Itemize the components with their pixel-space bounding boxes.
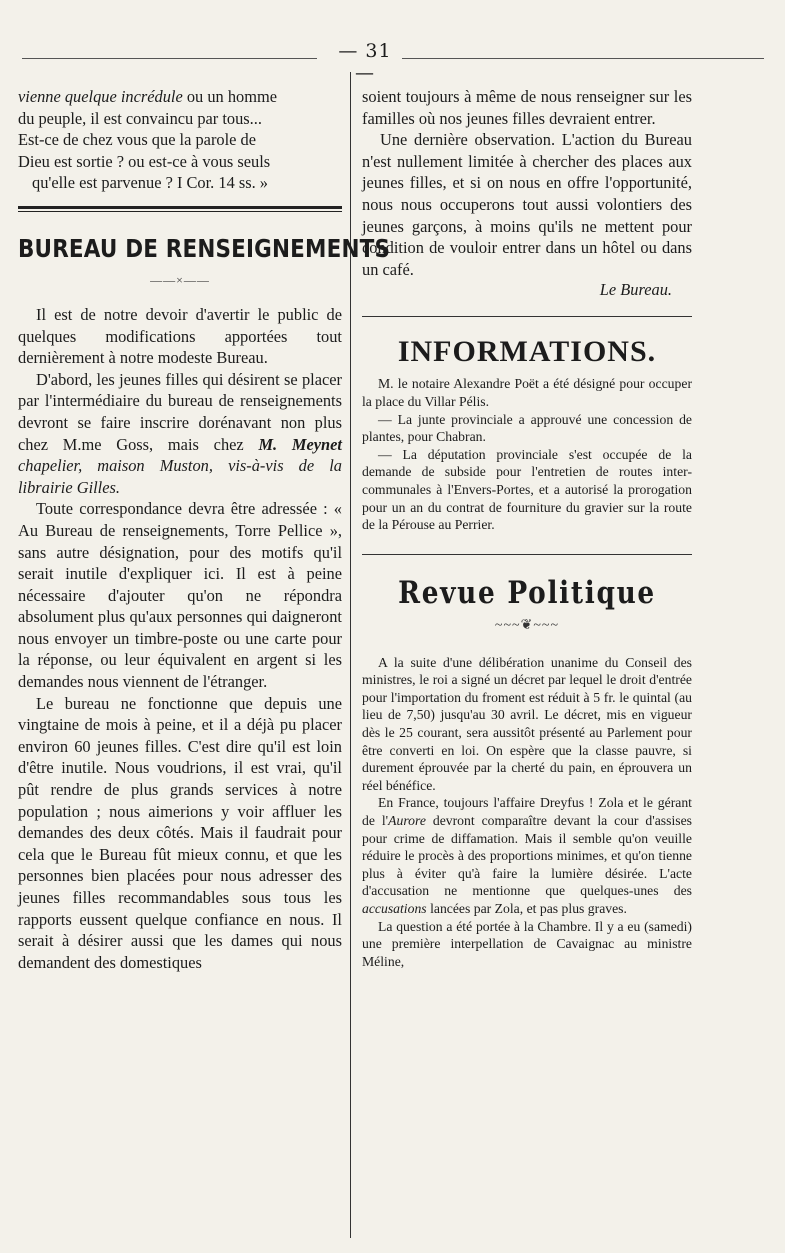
right-column [362, 86, 692, 970]
bureau-title: BUREAU DE RENSEIGNEMENTS [18, 233, 391, 263]
informations-title: INFORMATIONS. [397, 335, 657, 369]
revue-paragraph-2: En France, toujours l'affaire Dreyfus ! Zola et le gérant de l'Aurore devront comparaître devant la cour d'assises pour crime de diffamation. Mais il semble qu'on veuille réduire le procès à des proportions minimes, et qu'on tienne plus à éviter qu'à faire la lumière désirée. L'acte d'accusation ne mentionne que quelques-unes des accusations lancées par Zola, et pas plus graves. [362, 795, 692, 916]
section-rule [362, 316, 692, 317]
header-rule-left [22, 58, 317, 59]
bureau-paragraph-3: Toute correspondance devra être adressée : « Au Bureau de renseignements, Torre Pellice », sans autre désignation, pour des motifs qu'il serait inutile d'expliquer ici. Il est à peine nécessaire d'ajouter qu'on ne répondra absolument plus qu'aux personnes qui daigneront nous envoyer un timbre-poste ou une carte pour la réponse, ou leur équivalent en argent si les demandes nous viennent de l'étranger. [18, 499, 342, 692]
quote-continuation [18, 86, 342, 194]
header-rule-right [402, 58, 764, 59]
left-column [18, 86, 391, 973]
quote-line: du peuple, il est convaincu par tous... [18, 108, 262, 128]
bureau-paragraph-1: Il est de notre devoir d'avertir le public de quelques modifications apportées tout dernièrement à notre modeste Bureau. [18, 304, 342, 368]
section-rule [362, 554, 692, 555]
revue-politique-title: Revue Politique [398, 574, 656, 611]
quote-line: Dieu est sortie ? ou est-ce à vous seuls [18, 151, 271, 171]
revue-paragraph-1: A la suite d'une délibération unanime du Conseil des ministres, le roi a signé un décret par lequel le droit d'entrée pour l'importation du froment est réduit à 5 fr. le quintal (au lieu de 7,50) jusqu'au 30 avril. Le décret, mis en vigueur dès le 25 courant, sera aussitôt présenté au Parlement pour être converti en loi. On espère que la classe pauvre, si durement éprouvée par la cherté du pain, en éprouvera un réel bénéfice. [362, 654, 692, 793]
bureau-signature: Le Bureau. [599, 280, 672, 300]
bureau-paragraph-2: D'abord, les jeunes filles qui désirent se placer par l'intermédiaire du bureau de renseignements devront se faire inscrire dorénavant non plus chez M.me Goss, mais chez M. Meynet chapelier, maison Muston, vis-à-vis de la librairie Gilles. [18, 369, 342, 497]
info-item: M. le notaire Alexandre Poët a été désigné pour occuper la place du Villar Pélis. [362, 376, 692, 409]
revue-paragraph-3: La question a été portée à la Chambre. Il y a eu (samedi) une première interpellation de Cavaignac au ministre Méline, [362, 918, 692, 969]
bureau-paragraph-continued: soient toujours à même de nous renseigner sur les familles où nos jeunes filles devraient entrer. [362, 87, 692, 128]
title-ornament: ——×—— [150, 272, 210, 287]
info-item: — La junte provinciale a approuvé une concession de plantes, pour Chabran. [362, 411, 692, 445]
bureau-paragraph-4: Le bureau ne fonctionne que depuis une vingtaine de mois à peine, et il a déjà pu placer environ 60 jeunes filles. C'est dire qu'il est loin d'être inutile. Nous voudrions, il est vrai, qu'il pût rendre de plus grands services à notre population ; nous aimerions y voir affluer les demandes des deux côtés. Mais il faudrait pour cela que le Bureau fût mieux connu, et que les personnes bien placées pour nous adresser des jeunes filles recommandables sous tous les rapports eussent quelque confiance en nous. Il serait à désirer aussi que les dames qui nous demandent des domestiques [18, 693, 342, 972]
section-rule [18, 206, 342, 212]
page-number: — 31 — [338, 40, 392, 84]
info-item: — La députation provinciale s'est occupée de la demande de subside pour l'entretien de routes inter-communales à l'Envers-Portes, et a autorisé la prorogation pour un an du contrat de fourniture du gravier sur la route de la Pérouse au Perrier. [362, 446, 692, 533]
title-ornament: ~~~❦~~~ [494, 617, 560, 633]
quote-line: qu'elle est parvenue ? I Cor. 14 ss. » [32, 173, 269, 193]
bureau-paragraph-last: Une dernière observation. L'action du Bureau n'est nullement limitée à chercher des places aux jeunes filles, et si on nous en offre l'opportunité, nous nous occuperons tout aussi volontiers des jeunes garçons, à moins qu'ils ne mettent pour condition de vouloir entrer dans un hôtel ou dans un café. [362, 130, 692, 279]
quote-line: vienne quelque incrédule ou un homme [18, 87, 277, 106]
quote-line: Est-ce de chez vous que la parole de [18, 130, 257, 150]
